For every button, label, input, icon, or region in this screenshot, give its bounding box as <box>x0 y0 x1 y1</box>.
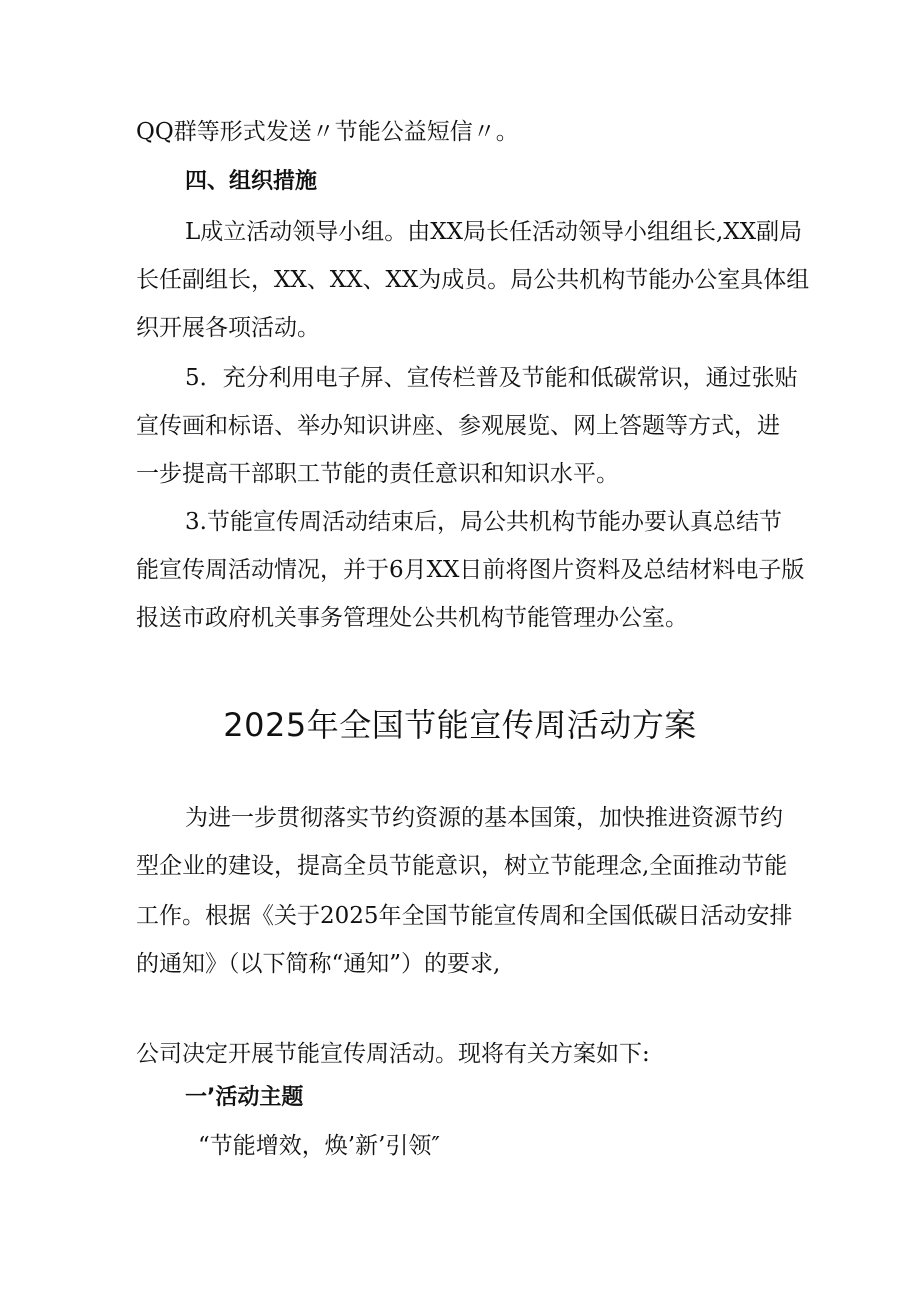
paragraph-line: 织开展各项活动。 <box>136 315 320 341</box>
paragraph-line: 为进一步贯彻落实节约资源的基本国策，加快推进资源节约 <box>185 805 783 831</box>
paragraph-line: 5．充分利用电子屏、宣传栏普及节能和低碳常识，通过张贴 <box>185 365 798 391</box>
paragraph-line: 公司决定开展节能宣传周活动。现将有关方案如下: <box>136 1041 650 1067</box>
theme-slogan: “节能增效，焕’新’引领″ <box>198 1133 440 1159</box>
paragraph-line: 一步提高干部职工节能的责任意识和知识水平。 <box>136 461 619 487</box>
paragraph-line: 能宣传周活动情况，并于6月XX日前将图片资料及总结材料电子版 <box>136 557 805 583</box>
paragraph-line: 长任副组长，XX、XX、XX为成员。局公共机构节能办公室具体组 <box>136 267 810 293</box>
paragraph-line: L成立活动领导小组。由XX局长任活动领导小组组长,XX副局 <box>185 219 803 245</box>
paragraph-line: 工作。根据《关于2025年全国节能宣传周和全国低碳日活动安排 <box>136 903 793 929</box>
paragraph-line: 宣传画和标语、举办知识讲座、参观展览、网上答题等方式，进 <box>136 413 780 439</box>
paragraph-line: 型企业的建设，提高全员节能意识，树立节能理念,全面推动节能 <box>136 853 788 879</box>
paragraph-line: 3.节能宣传周活动结束后，局公共机构节能办要认真总结节 <box>185 509 782 535</box>
paragraph-line: 报送市政府机关事务管理处公共机构节能管理办公室。 <box>136 605 688 631</box>
paragraph-line: 的通知》（以下简称“通知”）的要求, <box>136 951 501 977</box>
section-heading-theme: 一’活动主题 <box>185 1085 304 1110</box>
section-heading-organization: 四、组织措施 <box>185 169 318 194</box>
paragraph-sms-line: QQ群等形式发送〃节能公益短信〃。 <box>136 119 519 145</box>
document-title: 2025年全国节能宣传周活动方案 <box>223 706 697 744</box>
